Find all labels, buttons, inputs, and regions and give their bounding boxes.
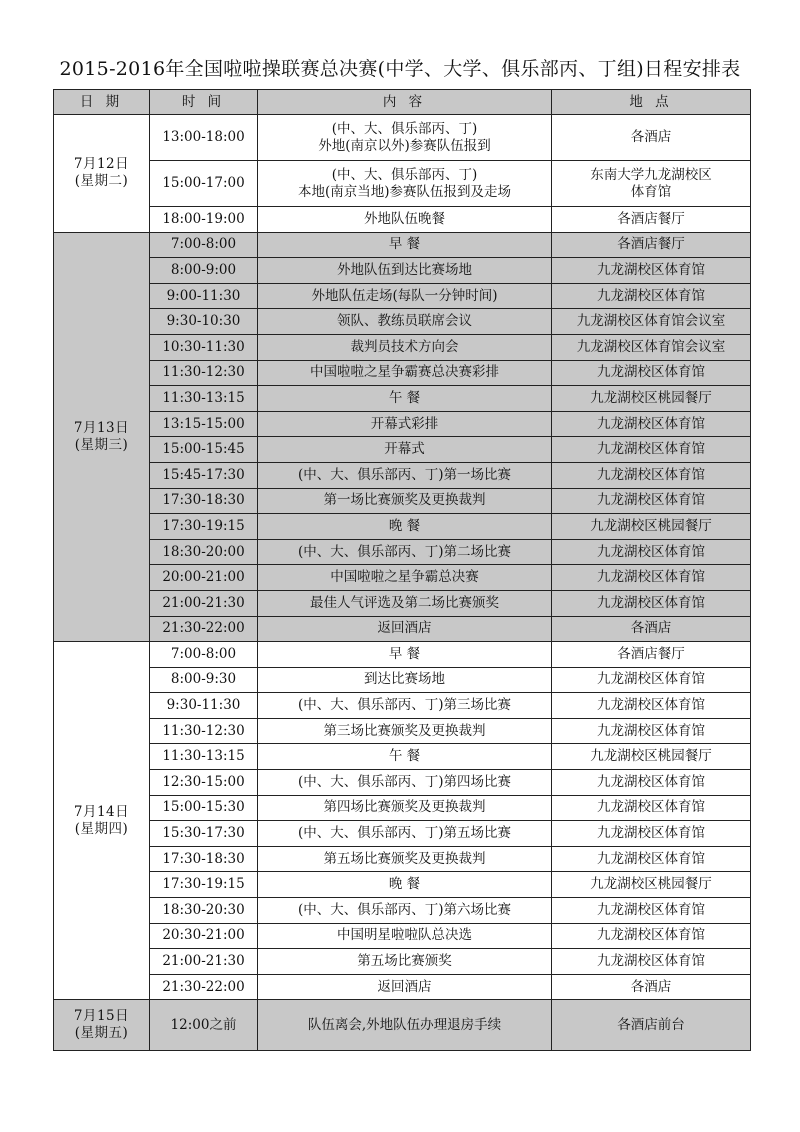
place-cell [552,872,751,898]
content-line: 外地队伍晚餐 [364,210,445,227]
time-cell: 12:00之前 [150,1000,258,1051]
place-cell [552,821,751,847]
place-line: 体育馆 [630,183,672,200]
time-cell: 17:30-19:15 [150,872,258,898]
content-cell [258,283,552,309]
time-cell: 13:15-15:00 [150,411,258,437]
content-cell [258,923,552,949]
table-row [54,161,751,207]
table-row [54,974,751,1000]
content-line: 最佳人气评选及第二场比赛颁奖 [310,594,499,611]
table-row [54,898,751,924]
time-cell: 15:00-15:45 [150,437,258,463]
content-line: 中国啦啦之星争霸赛总决赛彩排 [310,364,499,381]
table-row [54,744,751,770]
content-cell [258,718,552,744]
place-cell [552,923,751,949]
header-content: 内 容 [258,90,552,115]
content-cell [258,642,552,668]
time-cell: 17:30-18:30 [150,488,258,514]
content-line: 第四场比赛颁奖及更换裁判 [323,799,486,816]
table-row [54,1000,751,1051]
place-cell [552,949,751,975]
table-row [54,207,751,233]
date-label: 7月12日 [73,156,130,173]
place-cell [552,693,751,719]
time-cell: 18:30-20:00 [150,539,258,565]
content-line: 晚 餐 [388,517,421,534]
content-cell [258,898,552,924]
place-line: 九龙湖校区体育馆 [597,697,705,714]
content-cell [258,770,552,796]
table-row [54,821,751,847]
table-row [54,616,751,642]
place-cell [552,360,751,386]
content-line: 中国明星啦啦队总决选 [337,927,472,944]
content-cell [258,616,552,642]
content-cell [258,514,552,540]
table-row [54,949,751,975]
content-cell [258,667,552,693]
content-cell [258,488,552,514]
place-cell [552,161,751,207]
content-line: (中、大、俱乐部丙、丁)第一场比赛 [297,466,512,483]
table-row [54,770,751,796]
time-cell: 11:30-12:30 [150,360,258,386]
content-line: 本地(南京当地)参赛队伍报到及走场 [297,183,512,200]
content-line: 第五场比赛颁奖及更换裁判 [323,850,486,867]
place-cell [552,232,751,258]
content-line: 外地队伍到达比赛场地 [337,261,472,278]
content-line: (中、大、俱乐部丙、丁)第四场比赛 [297,773,512,790]
table-row [54,539,751,565]
table-row [54,462,751,488]
place-line: 九龙湖校区体育馆 [597,671,705,688]
content-line: (中、大、俱乐部丙、丁)第五场比赛 [297,825,512,842]
place-cell [552,309,751,335]
place-line: 九龙湖校区体育馆 [597,569,705,586]
content-line: 返回酒店 [377,978,432,995]
content-cell [258,360,552,386]
place-cell [552,590,751,616]
date-cell [54,115,150,233]
place-line: 东南大学九龙湖校区 [590,166,712,183]
weekday-label: (星期四) [74,820,129,837]
content-cell [258,949,552,975]
table-row [54,258,751,284]
content-line: 第一场比赛颁奖及更换裁判 [323,492,486,509]
place-cell [552,386,751,412]
content-line: 队伍离会,外地队伍办理退房手续 [307,1016,502,1033]
content-cell [258,590,552,616]
place-line: 九龙湖校区体育馆 [597,799,705,816]
content-cell [258,258,552,284]
time-cell: 21:00-21:30 [150,590,258,616]
place-cell [552,207,751,233]
content-cell [258,462,552,488]
place-cell [552,744,751,770]
date-cell [54,642,150,1000]
time-cell: 15:30-17:30 [150,821,258,847]
time-cell: 17:30-18:30 [150,846,258,872]
schedule-table [53,89,751,1051]
place-line: 九龙湖校区桃园餐厅 [590,876,712,893]
content-line: (中、大、俱乐部丙、丁)第三场比赛 [297,697,512,714]
content-cell [258,207,552,233]
place-line: 九龙湖校区体育馆 [597,543,705,560]
place-cell [552,437,751,463]
content-cell [258,386,552,412]
place-line: 各酒店 [630,129,672,145]
time-cell: 15:00-15:30 [150,795,258,821]
content-cell [258,795,552,821]
time-cell: 11:30-12:30 [150,718,258,744]
table-row [54,565,751,591]
content-line: 外地队伍走场(每队一分钟时间) [311,287,498,304]
content-cell [258,437,552,463]
place-cell [552,795,751,821]
table-row [54,115,751,161]
table-row [54,309,751,335]
table-row [54,437,751,463]
content-cell [258,411,552,437]
date-label: 7月13日 [73,419,130,436]
time-cell: 20:30-21:00 [150,923,258,949]
weekday-label: (星期二) [74,173,129,190]
table-row [54,590,751,616]
content-line: (中、大、俱乐部丙、丁) [331,166,478,183]
place-cell [552,462,751,488]
content-cell [258,974,552,1000]
table-row [54,795,751,821]
time-cell: 17:30-19:15 [150,514,258,540]
weekday-label: (星期五) [74,1025,129,1042]
date-cell [54,1000,150,1051]
place-line: 九龙湖校区体育馆 [597,850,705,867]
content-line: 到达比赛场地 [364,671,445,688]
header-place: 地 点 [552,90,751,115]
content-cell [258,846,552,872]
time-cell: 9:30-11:30 [150,693,258,719]
table-row [54,642,751,668]
place-line: 九龙湖校区体育馆 [597,722,705,739]
table-row [54,360,751,386]
place-line: 各酒店餐厅 [617,236,685,253]
time-cell: 11:30-13:15 [150,386,258,412]
place-line: 九龙湖校区体育馆 [597,927,705,944]
content-line: 第三场比赛颁奖及更换裁判 [323,722,486,739]
place-cell [552,1000,751,1051]
time-cell: 8:00-9:30 [150,667,258,693]
table-row [54,872,751,898]
table-row [54,411,751,437]
place-cell [552,258,751,284]
place-line: 九龙湖校区体育馆 [597,492,705,509]
time-cell: 10:30-11:30 [150,334,258,360]
content-line: 领队、教练员联席会议 [337,313,472,330]
header-time: 时 间 [150,90,258,115]
content-cell [258,821,552,847]
content-line: 中国啦啦之星争霸总决赛 [330,569,479,586]
time-cell: 9:00-11:30 [150,283,258,309]
content-line: 早 餐 [388,236,421,253]
content-line: 开幕式 [384,441,425,458]
place-cell [552,898,751,924]
place-cell [552,846,751,872]
place-cell [552,770,751,796]
content-cell [258,565,552,591]
table-row [54,283,751,309]
time-cell: 21:30-22:00 [150,974,258,1000]
table-header-row [54,90,751,115]
content-cell [258,693,552,719]
content-cell [258,115,552,161]
table-row [54,667,751,693]
place-cell [552,514,751,540]
header-date: 日 期 [54,90,150,115]
table-row [54,514,751,540]
content-line: (中、大、俱乐部丙、丁)第二场比赛 [297,543,512,560]
time-cell: 8:00-9:00 [150,258,258,284]
place-cell [552,334,751,360]
place-cell [552,616,751,642]
place-cell [552,565,751,591]
place-line: 九龙湖校区桃园餐厅 [590,517,712,534]
place-line: 各酒店 [630,620,672,637]
content-line: 开幕式彩排 [370,415,439,432]
date-cell [54,232,150,642]
place-line: 各酒店 [630,978,672,995]
place-line: 九龙湖校区体育馆 [597,594,705,611]
place-cell [552,642,751,668]
place-cell [552,539,751,565]
table-row [54,488,751,514]
place-line: 九龙湖校区体育馆 [597,441,705,458]
content-line: (中、大、俱乐部丙、丁) [331,120,478,137]
table-row [54,386,751,412]
time-cell: 15:45-17:30 [150,462,258,488]
date-label: 7月15日 [73,1008,130,1025]
table-row [54,923,751,949]
date-label: 7月14日 [73,803,130,820]
table-row [54,334,751,360]
schedule-body [54,115,751,1051]
content-line: 午 餐 [388,748,421,765]
content-cell [258,334,552,360]
place-cell [552,667,751,693]
content-line: 早 餐 [388,645,421,662]
time-cell: 7:00-8:00 [150,232,258,258]
weekday-label: (星期三) [74,436,129,453]
time-cell: 9:30-10:30 [150,309,258,335]
place-line: 九龙湖校区桃园餐厅 [590,389,712,406]
table-row [54,693,751,719]
place-cell [552,718,751,744]
content-cell [258,744,552,770]
content-cell [258,309,552,335]
place-line: 各酒店餐厅 [617,210,685,227]
content-line: 返回酒店 [377,620,432,637]
place-line: 九龙湖校区体育馆 [597,901,705,918]
place-line: 九龙湖校区体育馆 [597,953,705,970]
time-cell: 13:00-18:00 [150,115,258,161]
content-line: 午 餐 [388,389,421,406]
place-cell [552,974,751,1000]
page-title: 2015-2016年全国啦啦操联赛总决赛(中学、大学、俱乐部丙、丁组)日程安排表 [59,58,741,80]
time-cell: 18:00-19:00 [150,207,258,233]
place-cell [552,115,751,161]
content-cell [258,161,552,207]
time-cell: 12:30-15:00 [150,770,258,796]
content-line: 裁判员技术方向会 [350,338,459,355]
table-row [54,846,751,872]
place-cell [552,488,751,514]
time-cell: 7:00-8:00 [150,642,258,668]
time-cell: 11:30-13:15 [150,744,258,770]
place-line: 九龙湖校区体育馆会议室 [576,313,726,330]
content-line: 晚 餐 [388,876,421,893]
time-cell: 15:00-17:00 [150,161,258,207]
place-cell [552,411,751,437]
time-cell: 20:00-21:00 [150,565,258,591]
place-line: 九龙湖校区桃园餐厅 [590,748,712,765]
table-row [54,718,751,744]
place-line: 九龙湖校区体育馆 [597,825,705,842]
time-cell: 21:30-22:00 [150,616,258,642]
place-line: 九龙湖校区体育馆 [597,415,705,432]
place-line: 九龙湖校区体育馆 [597,773,705,790]
content-cell [258,232,552,258]
place-line: 九龙湖校区体育馆 [597,466,705,483]
place-line: 九龙湖校区体育馆 [597,287,705,304]
time-cell: 18:30-20:30 [150,898,258,924]
place-line: 各酒店餐厅 [617,645,685,662]
content-cell [258,539,552,565]
table-row [54,232,751,258]
content-line: (中、大、俱乐部丙、丁)第六场比赛 [297,901,512,918]
content-line: 第五场比赛颁奖 [357,953,452,970]
place-line: 九龙湖校区体育馆会议室 [576,338,726,355]
content-cell [258,1000,552,1051]
content-cell [258,872,552,898]
content-line: 外地(南京以外)参赛队伍报到 [318,137,491,154]
place-line: 九龙湖校区体育馆 [597,364,705,381]
place-line: 各酒店前台 [617,1016,685,1033]
time-cell: 21:00-21:30 [150,949,258,975]
place-cell [552,283,751,309]
place-line: 九龙湖校区体育馆 [597,261,705,278]
